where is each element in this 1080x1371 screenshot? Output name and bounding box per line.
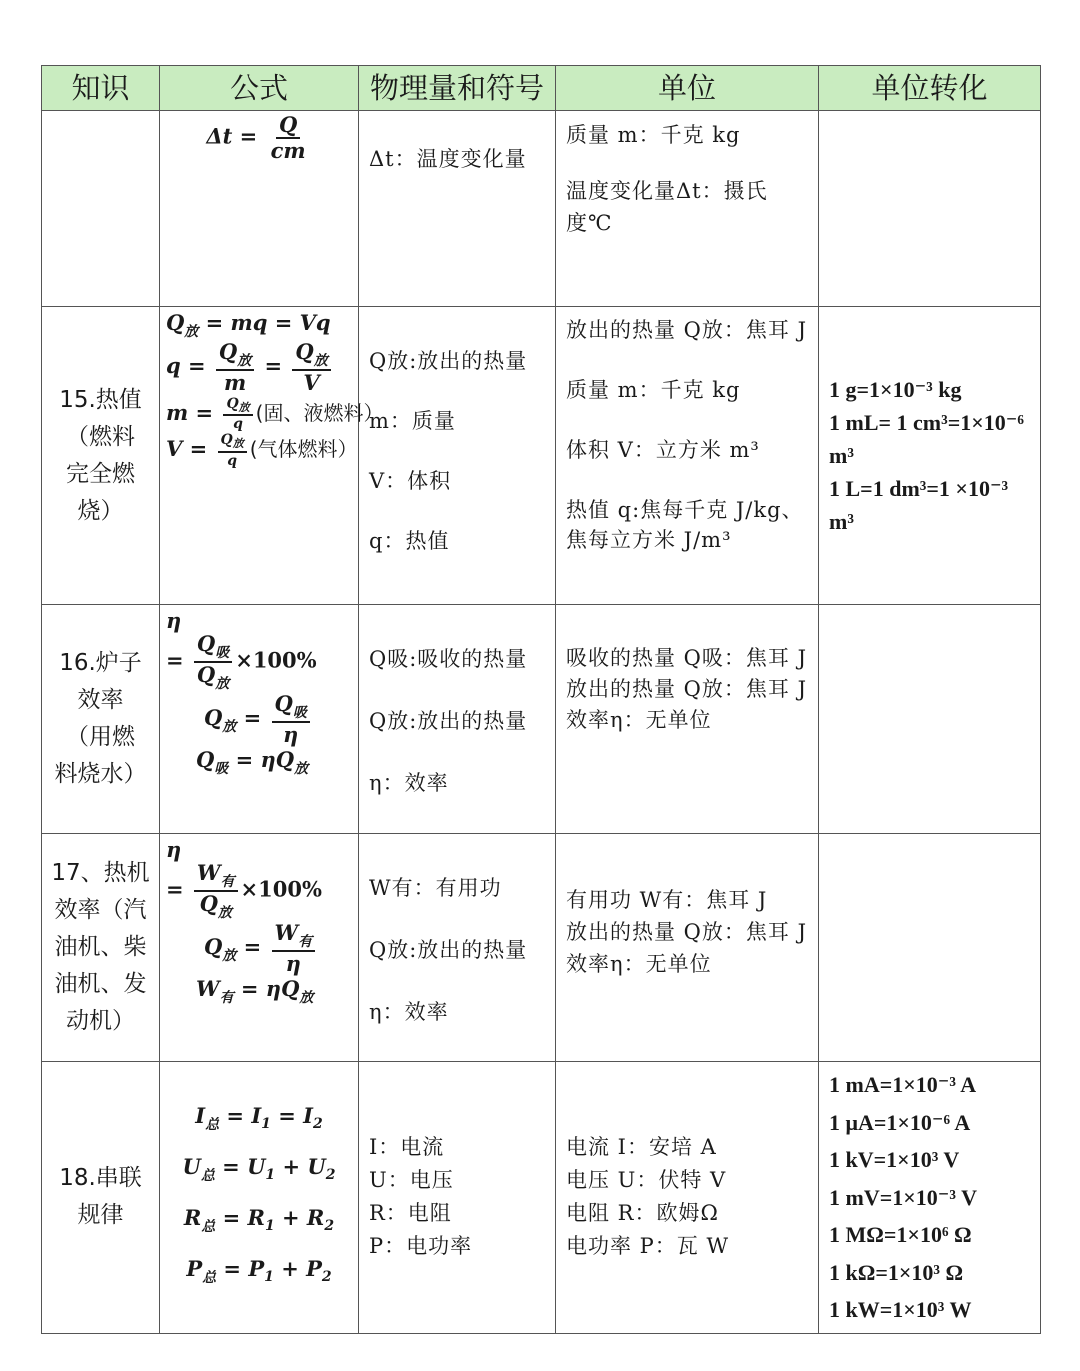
formula-current: $I_总 = I_1 = I_2$: [195, 1103, 323, 1134]
unit-line: 电压 U：伏特 V: [566, 1168, 727, 1193]
symbol-line: Δt：温度变化量: [369, 147, 527, 171]
unit-line: 放出的热量 Q放：焦耳 J: [566, 318, 807, 342]
symbol-line: W有：有用功: [369, 876, 502, 900]
formula-cell: [160, 1062, 359, 1334]
knowledge-line: 15.热值: [59, 386, 142, 413]
formula-efficiency: = $\frac{Q_吸}{Q_放}$ ×100%: [166, 631, 317, 693]
knowledge-line: （用燃: [66, 724, 135, 750]
formula-efficiency: = $\frac{W_有}{Q_放}$ ×100%: [166, 860, 322, 922]
symbol-line: P：电功率: [369, 1234, 473, 1259]
conversion-line: 1 μA=1×10⁻⁶ A: [829, 1109, 971, 1135]
table-row: [42, 111, 1041, 307]
unit-cell: [556, 111, 819, 307]
symbol-line: R：电阻: [369, 1201, 452, 1226]
conversion-line: 1 mA=1×10⁻³ A: [829, 1072, 977, 1097]
symbol-line: Q放:放出的热量: [369, 349, 528, 373]
unit-line: 效率η：无单位: [566, 952, 712, 976]
knowledge-line: 17、热机: [51, 860, 150, 886]
unit-cell: [556, 834, 819, 1062]
unit-line: 质量 m：千克 kg: [566, 123, 741, 147]
conversion-cell: [819, 605, 1041, 834]
conversion-cell: [819, 1062, 1041, 1334]
formula-q-value: q = $\frac{Q_放}{m}$ = $\frac{Q_放}{V}$: [166, 340, 352, 395]
symbol-line: I：电流: [369, 1135, 445, 1160]
unit-cell: [556, 307, 819, 605]
unit-line: 质量 m：千克 kg: [566, 378, 741, 402]
formula-work: $W_有 = \eta Q_放$: [196, 975, 314, 1006]
symbol-line: V：体积: [369, 469, 452, 493]
formula-cell: [160, 307, 384, 605]
symbol-line: U：电压: [369, 1168, 454, 1193]
header-row: [42, 66, 1041, 111]
unit-line: 吸收的热量 Q吸：焦耳 J: [566, 646, 807, 670]
knowledge-cell: [42, 834, 160, 1062]
unit-line: 有用功 W有：焦耳 J: [566, 888, 768, 912]
symbol-line: Q放:放出的热量: [369, 709, 528, 733]
formula-cell: [160, 605, 359, 834]
unit-line: 电功率 P：瓦 W: [566, 1234, 730, 1259]
table-row: [42, 834, 1041, 1062]
symbol-line: Q吸:吸收的热量: [369, 647, 528, 671]
percent-text: ×100%: [235, 647, 317, 673]
formula-mass: m = $\frac{Q_放}{q}$ (固、液燃料）: [166, 395, 384, 433]
table-row: [42, 605, 1041, 834]
knowledge-cell: [42, 307, 160, 605]
symbol-line: m：质量: [369, 409, 456, 433]
knowledge-line: 烧）: [77, 497, 124, 524]
unit-cell: [556, 605, 819, 834]
percent-text: ×100%: [240, 876, 322, 902]
unit-line: 温度变化量Δt：摄氏度℃: [566, 179, 768, 235]
conversion-line: 1 MΩ=1×10⁶ Ω: [829, 1222, 972, 1247]
knowledge-line: 完全燃: [66, 460, 135, 487]
knowledge-line: 油机、发: [54, 971, 147, 997]
formula-delta-t: Δt = $\frac{Q}{cm}$: [206, 112, 306, 164]
unit-line: 效率η：无单位: [566, 708, 712, 732]
formula-cell: [160, 834, 359, 1062]
symbol-cell: [359, 111, 556, 307]
knowledge-line: 动机）: [66, 1008, 135, 1034]
conversion-cell: [819, 834, 1041, 1062]
conversion-cell: [819, 111, 1041, 307]
table-row: [42, 1062, 1041, 1334]
formula-eta-label: η: [166, 608, 182, 633]
knowledge-line: 16.炉子: [59, 650, 142, 676]
knowledge-cell: [42, 111, 160, 307]
knowledge-line: 规律: [77, 1202, 124, 1229]
knowledge-line: 效率（汽: [54, 897, 147, 923]
conversion-line: 1 kW=1×10³ W: [829, 1297, 972, 1322]
symbol-cell: [359, 307, 556, 605]
unit-line: 放出的热量 Q放：焦耳 J: [566, 677, 807, 701]
unit-line: 电阻 R：欧姆Ω: [566, 1201, 719, 1226]
knowledge-cell: [42, 1062, 160, 1334]
symbol-line: η：效率: [369, 1000, 449, 1024]
header-conversion: 单位转化: [819, 66, 1041, 111]
physics-formula-table: [41, 65, 1041, 1334]
formula-power: $P_总 = P_1 + P_2$: [186, 1256, 332, 1287]
conversion-line: 1 mL= 1 cm³=1×10⁻⁶ m³: [829, 410, 1025, 468]
conversion-line: 1 g=1×10⁻³ kg: [829, 377, 962, 402]
formula-q-release: $Q_放$ = mq = Vq: [166, 310, 331, 340]
symbol-cell: [359, 605, 556, 834]
formula-q-release: $Q_放$ = $\frac{Q_吸}{\eta}$: [166, 692, 352, 747]
unit-line: 热值 q:焦每千克 J/kg、焦每立方米 J/m³: [566, 498, 804, 552]
conversion-line: 1 kΩ=1×10³ Ω: [829, 1259, 964, 1285]
knowledge-line: 效率: [77, 687, 124, 713]
knowledge-cell: [42, 605, 160, 834]
formula-note: (气体燃料）: [249, 437, 358, 462]
table-row: [42, 307, 1041, 605]
knowledge-line: 料烧水）: [54, 761, 147, 787]
formula-resistance: $R_总 = R_1 + R_2$: [183, 1205, 335, 1236]
knowledge-line: （燃料: [66, 423, 135, 450]
symbol-line: Q放:放出的热量: [369, 938, 528, 962]
unit-cell: [556, 1062, 819, 1334]
conversion-cell: [819, 307, 1041, 605]
conversion-line: 1 mV=1×10⁻³ V: [829, 1184, 977, 1210]
formula-cell: [160, 111, 359, 307]
unit-line: 放出的热量 Q放：焦耳 J: [566, 920, 807, 944]
symbol-line: η：效率: [369, 771, 449, 795]
formula-note: (固、液燃料）: [255, 400, 384, 425]
header-unit: 单位: [556, 66, 819, 111]
formula-volume: V = $\frac{Q_放}{q}$ (气体燃料）: [166, 432, 358, 469]
conversion-line: 1 kV=1×10³ V: [829, 1147, 960, 1172]
knowledge-line: 油机、柴: [54, 934, 147, 960]
header-formula: 公式: [160, 66, 359, 111]
header-symbol: 物理量和符号: [359, 66, 556, 111]
symbol-cell: [359, 834, 556, 1062]
knowledge-line: 18.串联: [59, 1165, 142, 1192]
formula-q-release: $Q_放$ = $\frac{W_有}{\eta}$: [166, 921, 352, 976]
conversion-line: 1 L=1 dm³=1 ×10⁻³ m³: [829, 476, 1009, 534]
formula-eta-label: η: [166, 837, 182, 862]
unit-line: 体积 V：立方米 m³: [566, 438, 760, 462]
formula-q-absorb: $Q_吸 = \eta Q_放$: [196, 746, 309, 777]
formula-voltage: $U_总 = U_1 + U_2$: [182, 1154, 336, 1185]
symbol-cell: [359, 1062, 556, 1334]
symbol-line: q：热值: [369, 529, 450, 553]
header-knowledge: 知识: [42, 66, 160, 111]
unit-line: 电流 I：安培 A: [566, 1135, 717, 1160]
